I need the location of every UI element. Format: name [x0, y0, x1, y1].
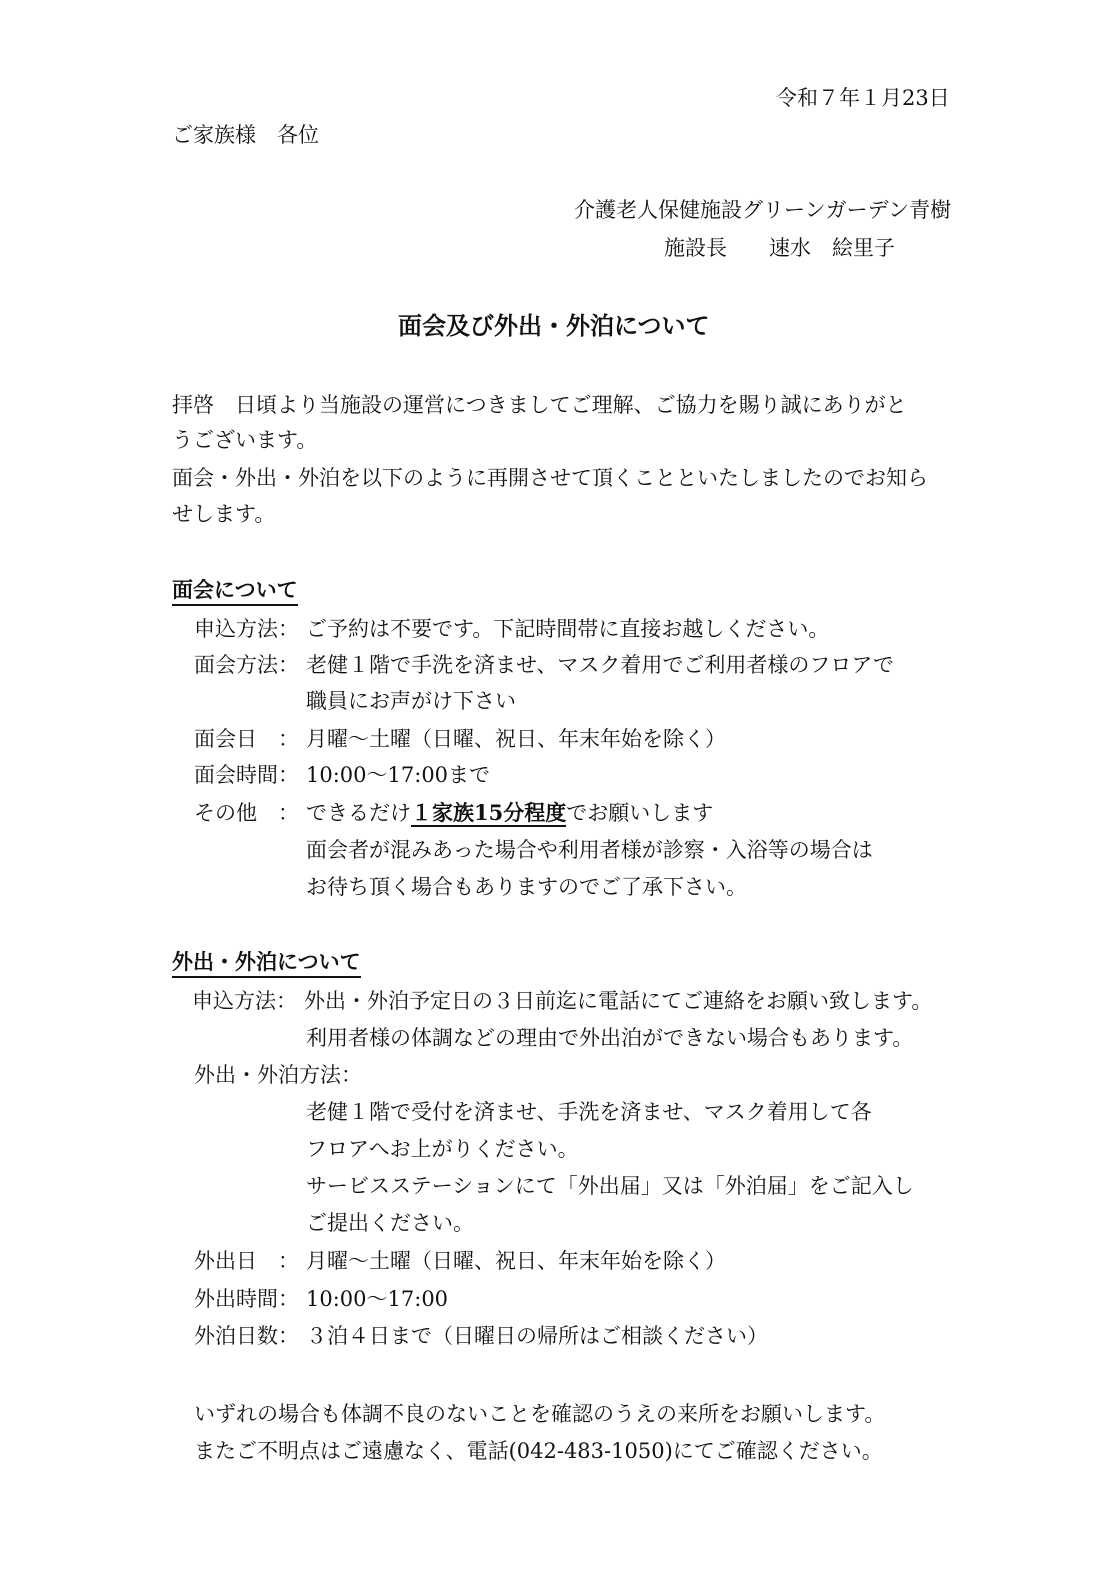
date: 令和７年１月23日	[776, 86, 950, 110]
visit-other-pre: できるだけ	[306, 801, 411, 825]
visit-other-line-1	[306, 798, 713, 828]
visit-method-label: 面会方法：	[194, 653, 299, 677]
outing-time: 10:00～17:00	[306, 1287, 449, 1311]
visit-other-label: その他 ：	[194, 801, 299, 825]
outing-apply-line-2: 利用者様の体調などの理由で外出泊ができない場合もあります。	[306, 1026, 914, 1050]
outing-apply-line-1: 外出・外泊予定日の３日前迄に電話にてご連絡をお願い致します。	[304, 989, 933, 1013]
visit-method-line-2: 職員にお声がけ下さい	[306, 689, 516, 713]
visit-other-line-2: 面会者が混みあった場合や利用者様が診察・入浴等の場合は	[306, 838, 873, 862]
visit-apply-label: 申込方法：	[194, 617, 299, 641]
outing-method-label: 外出・外泊方法：	[194, 1063, 362, 1087]
visit-apply: ご予約は不要です。下記時間帯に直接お越しください。	[306, 617, 830, 641]
visit-day: 月曜～土曜（日曜、祝日、年末年始を除く）	[306, 727, 726, 751]
outing-apply-label: 申込方法：	[192, 989, 297, 1013]
outing-time-label: 外出時間：	[194, 1287, 299, 1311]
outing-method-line-1: 老健１階で受付を済ませ、手洗を済ませ、マスク着用して各	[306, 1100, 872, 1124]
outing-day-label: 外出日 ：	[194, 1249, 299, 1273]
outing-nights: ３泊４日まで（日曜日の帰所はご相談ください）	[306, 1324, 768, 1348]
visit-time: 10:00～17:00まで	[306, 763, 491, 787]
addressee: ご家族様 各位	[172, 123, 319, 147]
outing-method-line-3: サービスステーションにて「外出届」又は「外泊届」をご記入し	[306, 1174, 914, 1198]
document-title: 面会及び外出・外泊について	[398, 311, 710, 340]
closing-line-1: いずれの場合も体調不良のないことを確認のうえの来所をお願いします。	[194, 1402, 886, 1426]
intro-line-1: 拝啓 日頃より当施設の運営につきましてご理解、ご協力を賜り誠にありがと	[172, 393, 907, 417]
outing-method-line-2: フロアへお上がりください。	[306, 1137, 579, 1161]
outing-method-line-4: ご提出ください。	[306, 1211, 474, 1235]
intro-line-3: 面会・外出・外泊を以下のように再開させて頂くことといたしましたのでお知ら	[172, 466, 928, 490]
visit-other-emphasis: １家族15分程度	[411, 800, 567, 825]
visit-heading: 面会について	[172, 576, 298, 606]
intro-line-4: せします。	[172, 502, 276, 526]
visit-other-post: でお願いします	[566, 801, 714, 825]
intro-line-2: うございます。	[172, 428, 318, 452]
visit-method-line-1: 老健１階で手洗を済ませ、マスク着用でご利用者様のフロアで	[306, 653, 894, 677]
outing-day: 月曜～土曜（日曜、祝日、年末年始を除く）	[306, 1249, 726, 1273]
closing-line-2: またご不明点はご遠慮なく、電話(042-483-1050)にてご確認ください。	[194, 1439, 883, 1463]
sender-facility: 介護老人保健施設グリーンガーデン青樹	[574, 198, 952, 222]
visit-other-line-3: お待ち頂く場合もありますのでご了承下さい。	[306, 875, 747, 899]
visit-day-label: 面会日 ：	[194, 727, 299, 751]
visit-time-label: 面会時間：	[194, 763, 299, 787]
outing-heading: 外出・外泊について	[172, 948, 361, 978]
outing-nights-label: 外泊日数：	[194, 1324, 299, 1348]
sender-title-name: 施設長 速水 絵里子	[664, 236, 895, 260]
